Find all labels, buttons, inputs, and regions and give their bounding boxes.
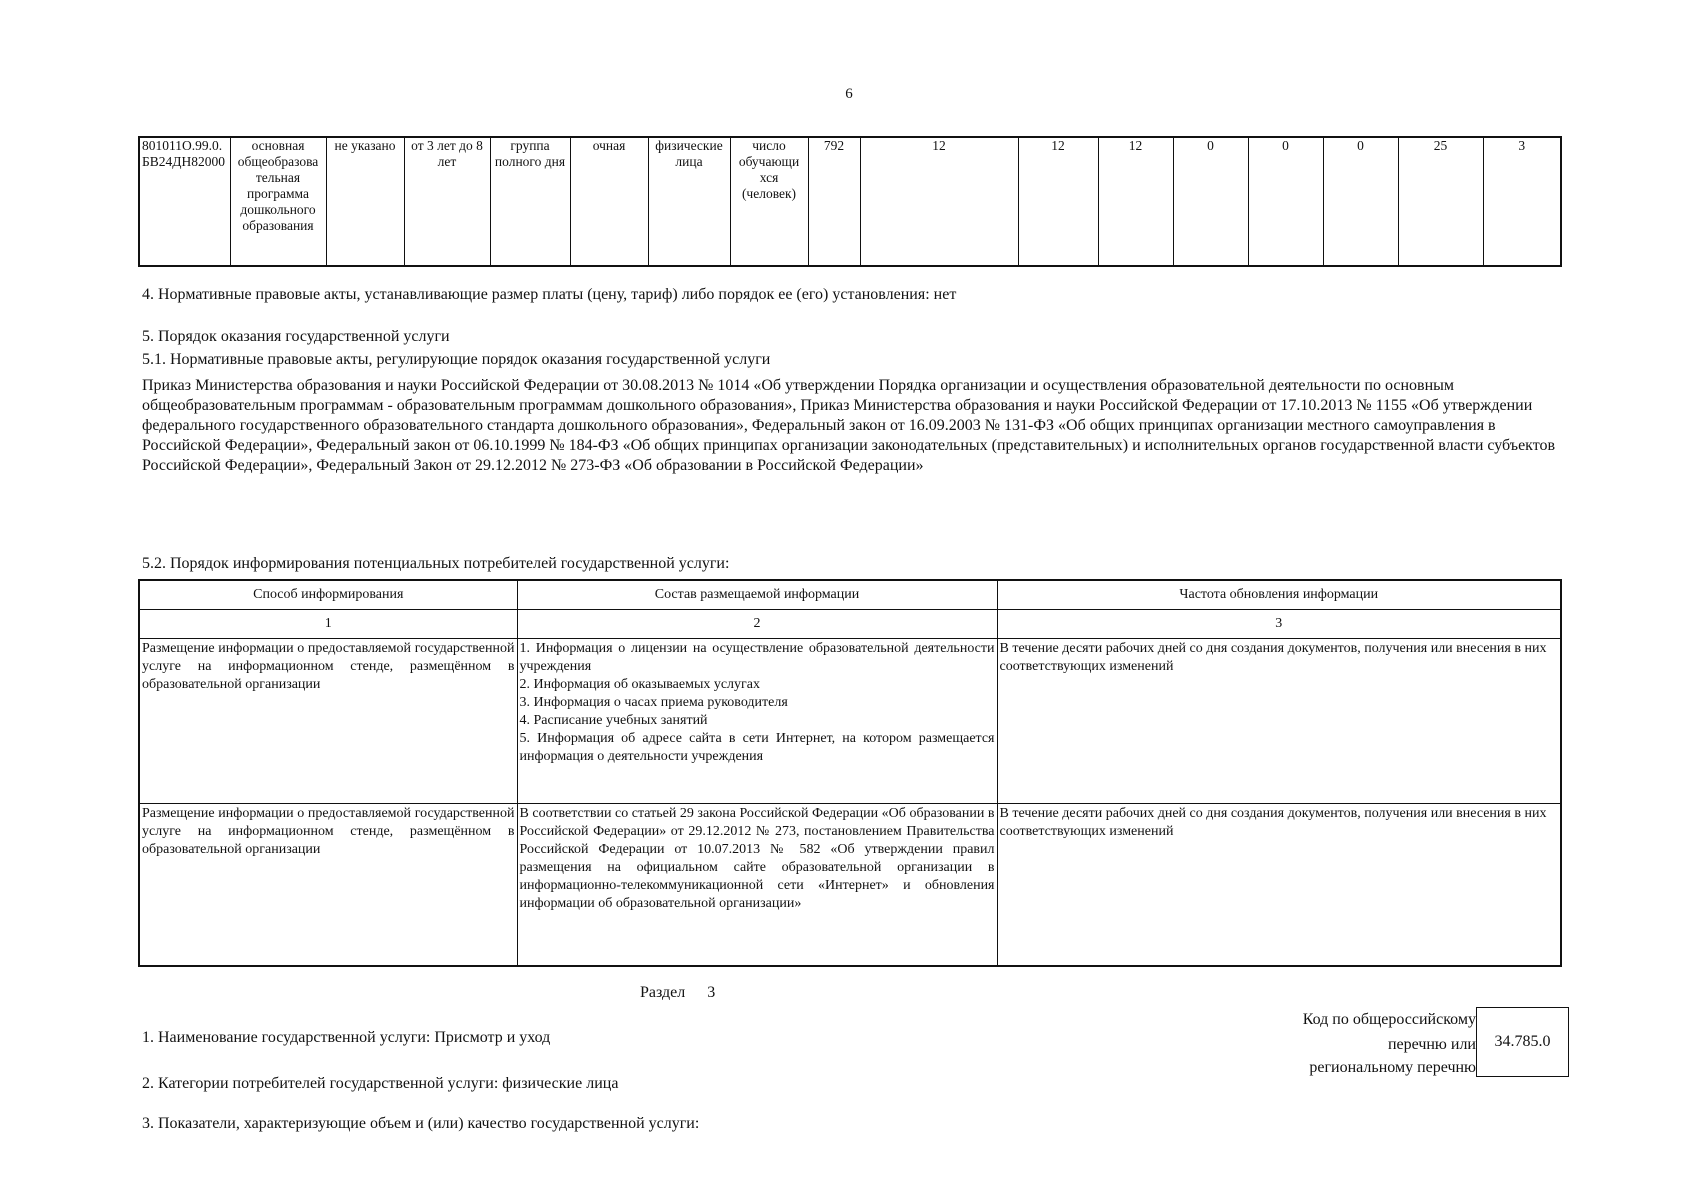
section-4-text: 4. Нормативные правовые акты, устанавливающие размер платы (цену, тариф) либо порядок ее (его) установления: нет [142,286,957,303]
age-cell: от 3 лет до 8 лет [404,137,490,266]
code-label-line: региональному перечню [1309,1059,1476,1076]
indicator-name-cell: число обучающи хся (человек) [730,137,808,266]
code-label-line: Код по общероссийскому [1302,1011,1476,1028]
content-line: 4. Расписание учебных занятий [519,713,708,728]
section-number: 3 [707,984,716,1001]
consumer-category-text: 2. Категории потребителей государственной услуги: физические лица [142,1075,619,1092]
service-name-text: 1. Наименование государственной услуги: Присмотр и уход [142,1029,551,1046]
column-number-row [139,610,1561,639]
program-cell: основная общеобразова тельная программа дошкольного образования [230,137,326,266]
column-number: 1 [139,610,517,639]
section-5-heading: 5. Порядок оказания государственной услуги [142,328,450,345]
section-title [640,984,715,1002]
registry-number-cell: 801011О.99.0.БВ24ДН82000 [139,137,230,266]
table-cell: не указано [326,137,404,266]
column-number: 3 [997,610,1561,639]
informing-table [138,579,1562,967]
section-5-2-heading: 5.2. Порядок информирования потенциальных потребителей государственной услуги: [142,555,730,572]
table-cell: 792 [808,137,860,266]
table-cell: физические лица [648,137,730,266]
table-cell: 25 [1398,137,1483,266]
column-header: Состав размещаемой информации [517,580,997,610]
table-cell: 3 [1483,137,1561,266]
table-cell: 0 [1248,137,1323,266]
legal-acts-text: Приказ Министерства образования и науки Российской Федерации от 30.08.2013 № 1014 «Об утверждении Порядка организации и осуществления образовательной деятельности по основным общеобразовательным программам - образовательным программам дошкольного образования», Приказ Министерства образования и науки Российской Федерации от 17.10.2013 № 1155 «Об утверждении федерального государственного образовательного стандарта дошкольного образования», Федеральный закон от 16.09.2003 № 131-ФЗ «Об общих принципах организации местного самоуправления в Российской Федерации», Федеральный закон от 06.10.1999 № 184-ФЗ «Об общих принципах организации законодательных (представительных) и исполнительных органов государственной власти субъектов Российской Федерации», Федеральный Закон от 29.12.2012 № 273-ФЗ «Об образовании в Российской Федерации» [142,377,1556,474]
table-cell: 12 [1018,137,1098,266]
content-cell [517,639,997,804]
table-cell: 0 [1173,137,1248,266]
column-number: 2 [517,610,997,639]
table-cell: группа полного дня [490,137,570,266]
table-cell: 12 [1098,137,1173,266]
method-cell: Размещение информации о предоставляемой государственной услуге на информационном стенде, размещённом в образовательной организации [139,639,517,804]
content-line: 3. Информация о часах приема руководителя [519,695,788,710]
table-cell: очная [570,137,648,266]
section-5-1-heading: 5.1. Нормативные правовые акты, регулирующие порядок оказания государственной услуги [142,351,771,368]
table-row [139,804,1561,966]
table-cell: 12 [860,137,1018,266]
table-header-row [139,580,1561,610]
frequency-cell: В течение десяти рабочих дней со дня создания документов, получения или внесения в них соответствующих изменений [997,804,1561,966]
section-label: Раздел [640,984,686,1001]
table-row [139,639,1561,804]
content-cell: В соответствии со статьей 29 закона Российской Федерации «Об образовании в Российской Федерации» от 29.12.2012 № 273, постановлением Правительства Российской Федерации от 10.07.2013 № 582 «Об утверждении правил размещения на официальном сайте образовательной организации в информационно-телекоммуникационной сети «Интернет» и обновления информации об образовательной организации» [517,804,997,966]
registry-code-box: 34.785.0 [1476,1007,1569,1077]
method-cell: Размещение информации о предоставляемой государственной услуге на информационном стенде, размещённом в образовательной организации [139,804,517,966]
content-line: 1. Информация о лицензии на осуществление образовательной деятельности учреждения [519,641,995,674]
table-cell: 0 [1323,137,1398,266]
code-label-line: перечню или [1387,1036,1476,1053]
column-header: Частота обновления информации [997,580,1561,610]
indicator-table [138,136,1562,267]
column-header: Способ информирования [139,580,517,610]
content-line: 2. Информация об оказываемых услугах [519,677,761,692]
content-line: 5. Информация об адресе сайта в сети Интернет, на котором размещается информация о деятельности учреждения [519,731,995,764]
indicators-heading: 3. Показатели, характеризующие объем и (или) качество государственной услуги: [142,1115,700,1132]
page-number: 6 [845,86,853,102]
frequency-cell: В течение десяти рабочих дней со дня создания документов, получения или внесения в них соответствующих изменений [997,639,1561,804]
table-row [139,137,1561,266]
